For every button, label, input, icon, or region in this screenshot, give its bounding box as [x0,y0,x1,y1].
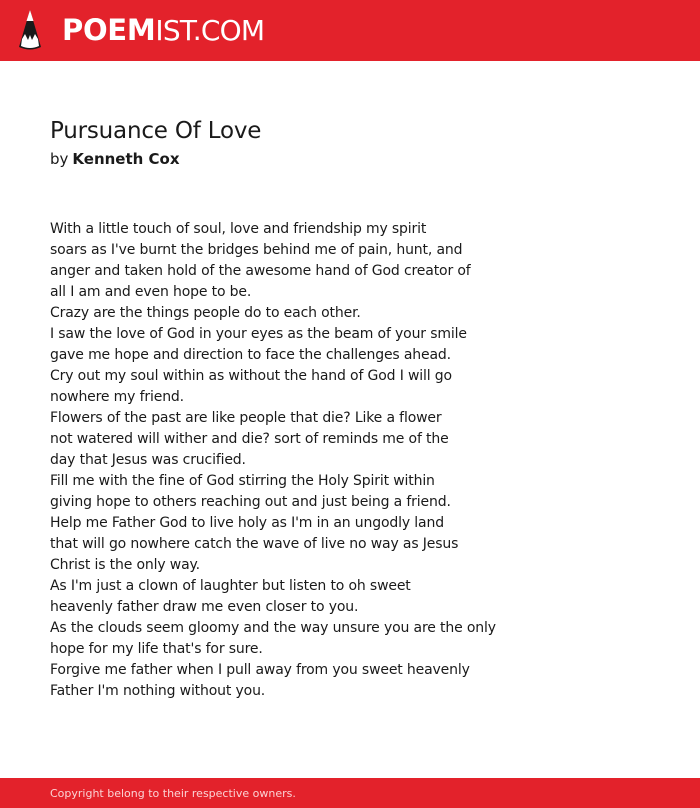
copyright-notice: Copyright belong to their respective owners. [50,787,296,800]
poem-line: Forgive me father when I pull away from you sweet heavenly [50,662,470,678]
site-logo[interactable] [62,12,264,49]
poem-title: Pursuance Of Love [50,118,262,144]
poem-line: Fill me with the fine of God stirring the Holy Spirit within [50,473,435,489]
poem-line: heavenly father draw me even closer to you. [50,599,359,615]
poem-line: day that Jesus was crucified. [50,452,246,468]
poem-line: hope for my life that's for sure. [50,641,263,657]
poem-line: As I'm just a clown of laughter but listen to oh sweet [50,578,411,594]
author-name: Kenneth Cox [72,150,180,168]
byline [50,149,180,169]
poem-line: I saw the love of God in your eyes as the beam of your smile [50,326,467,342]
poem-line: Father I'm nothing without you. [50,683,266,699]
poem-body [50,219,670,702]
poem-line: As the clouds seem gloomy and the way unsure you are the only [50,620,496,636]
logo-text-bold: POEM [62,13,156,47]
logo-text-light: IST.COM [155,14,265,47]
poem-line: anger and taken hold of the awesome hand of God creator of [50,263,471,279]
poem-line: Christ is the only way. [50,557,200,573]
by-label: by [50,150,69,168]
poem-line: Flowers of the past are like people that die? Like a flower [50,410,442,426]
pencil-tip-icon[interactable] [18,9,42,51]
poem-line: not watered will wither and die? sort of reminds me of the [50,431,449,447]
poem-line: gave me hope and direction to face the challenges ahead. [50,347,451,363]
poem-line: giving hope to others reaching out and just being a friend. [50,494,451,510]
poem-line: Crazy are the things people do to each other. [50,305,361,321]
poem-line: all I am and even hope to be. [50,284,252,300]
poem-line: nowhere my friend. [50,389,184,405]
site-footer [0,778,700,808]
poem-line: Cry out my soul within as without the hand of God I will go [50,368,452,384]
site-header [0,0,700,61]
poem-line: Help me Father God to live holy as I'm in an ungodly land [50,515,444,531]
poem-line: that will go nowhere catch the wave of live no way as Jesus [50,536,459,552]
poem-line: soars as I've burnt the bridges behind me of pain, hunt, and [50,242,463,258]
poem-line: With a little touch of soul, love and friendship my spirit [50,221,427,237]
